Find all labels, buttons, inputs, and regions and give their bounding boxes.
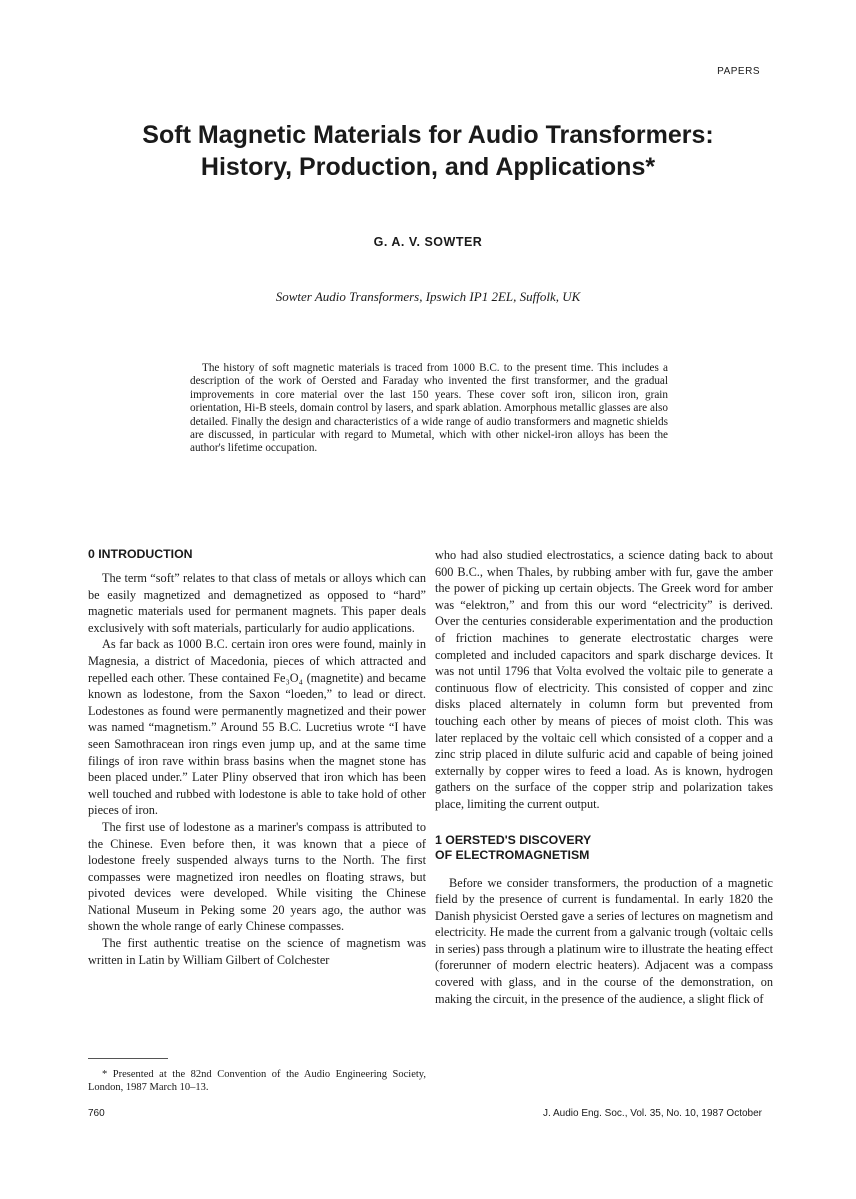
right-column — [435, 547, 773, 1007]
intro-paragraph-3: The first use of lodestone as a mariner's compass is attributed to the Chinese. Even before then, it was known that a piece of lodestone freely suspended always turns to the North. The first compasses were magnetized iron needles on floating straws, but pivoted devices were developed. While visiting the Chinese National Museum in Peking some 20 years ago, the author was shown the whole range of early Chinese compasses. — [88, 819, 426, 934]
heading-line-2: OF ELECTROMAGNETISM — [435, 847, 590, 862]
section-label: PAPERS — [717, 66, 760, 77]
page-number: 760 — [88, 1108, 105, 1119]
intro-paragraph-2: As far back as 1000 B.C. certain iron ores were found, mainly in Magnesia, a district of Macedonia, pieces of which attracted and repelled each other. These contained Fe₃O₄ (magnetite) and became known as lodestone, from the Saxon “loeden,” to lead or direct. Lodestones as found were permanently magnetized and their power was named “magnetism.” Around 55 B.C. Lucretius wrote “I have seen Samothracean iron rings even jump up, and at the same time filings of iron rave within brass basins when the magnet stone has been placed under.” Later Pliny observed that iron which has been well touched and rubbed with lodestone is able to take hold of other pieces of iron. — [88, 637, 426, 818]
left-column — [88, 547, 426, 968]
paper-title — [0, 119, 856, 183]
author-name: G. A. V. SOWTER — [373, 235, 483, 249]
intro-paragraph-1: The term “soft” relates to that class of metals or alloys which can be easily magnetized and demagnetized as opposed to “hard” magnetic materials used for permanent magnets. This paper deals exclusively with soft materials, particularly for audio applications. — [88, 571, 426, 635]
introduction-heading: 0 INTRODUCTION — [88, 547, 193, 561]
title-line-1: Soft Magnetic Materials for Audio Transformers: — [142, 121, 714, 149]
heading-line-1: 1 OERSTED'S DISCOVERY — [435, 832, 592, 847]
author-affiliation: Sowter Audio Transformers, Ipswich IP1 2EL, Suffolk, UK — [275, 289, 581, 304]
continued-paragraph: who had also studied electrostatics, a science dating back to about 600 B.C., when Thales, by rubbing amber with fur, gave the amber the power of picking up certain objects. The Greek word for amber was “elektron,” and from this our word “electricity” is derived. Over the centuries considerable experimentation and the production of friction machines to generate electrostatic charges were completed and included capacitors and spark discharge devices. It was not until 1796 that Volta evolved the voltaic pile to generate a continuous flow of electricity. This consisted of copper and zinc disks placed alternately in column form but prevented from touching each other by means of pieces of moist cloth. This was later replaced by the voltaic cell which consisted of a copper and a zinc strip placed in dilute sulfuric acid and capable of being joined externally by copper wires to feed a load. As is known, hydrogen gathers on the surface of the copper strip and polarization takes place, limiting the current output. — [435, 548, 773, 811]
footnote-divider — [88, 1058, 168, 1059]
oersted-paragraph: Before we consider transformers, the production of a magnetic field by the presence of current is fundamental. In early 1820 the Danish physicist Oersted gave a series of lectures on magnetism and electricity. He made the current from a galvanic trough (voltaic cells in series) pass through a platinum wire to illustrate the heating effect (forerunner of modern electric heaters). Adjacent was a compass covered with glass, and in the course of the demonstration, on making the circuit, in the presence of the audience, a slight flick of — [435, 875, 773, 1006]
intro-paragraph-4: The first authentic treatise on the science of magnetism was written in Latin by William Gilbert of Colchester — [88, 936, 426, 967]
title-line-2: History, Production, and Applications* — [200, 153, 656, 181]
oersted-section-heading — [435, 833, 773, 863]
journal-reference: J. Audio Eng. Soc., Vol. 35, No. 10, 1987 October — [542, 1108, 762, 1119]
footnote: * Presented at the 82nd Convention of the Audio Engineering Society, London, 1987 March 10–13. — [88, 1069, 426, 1093]
abstract: The history of soft magnetic materials is traced from 1000 B.C. to the present time. This includes a description of the work of Oersted and Faraday who invented the first transformer, and the gradual improvements in core material over the last 150 years. These cover soft iron, silicon iron, grain orientation, Hi-B steels, domain control by lasers, and spark ablation. Amorphous metallic glasses are also detailed. Finally the design and characteristics of a wide range of audio transformers and magnetic shields are discussed, in particular with regard to Mumetal, which with other nickel-iron alloys has been the author's lifetime occupation. — [190, 362, 668, 455]
